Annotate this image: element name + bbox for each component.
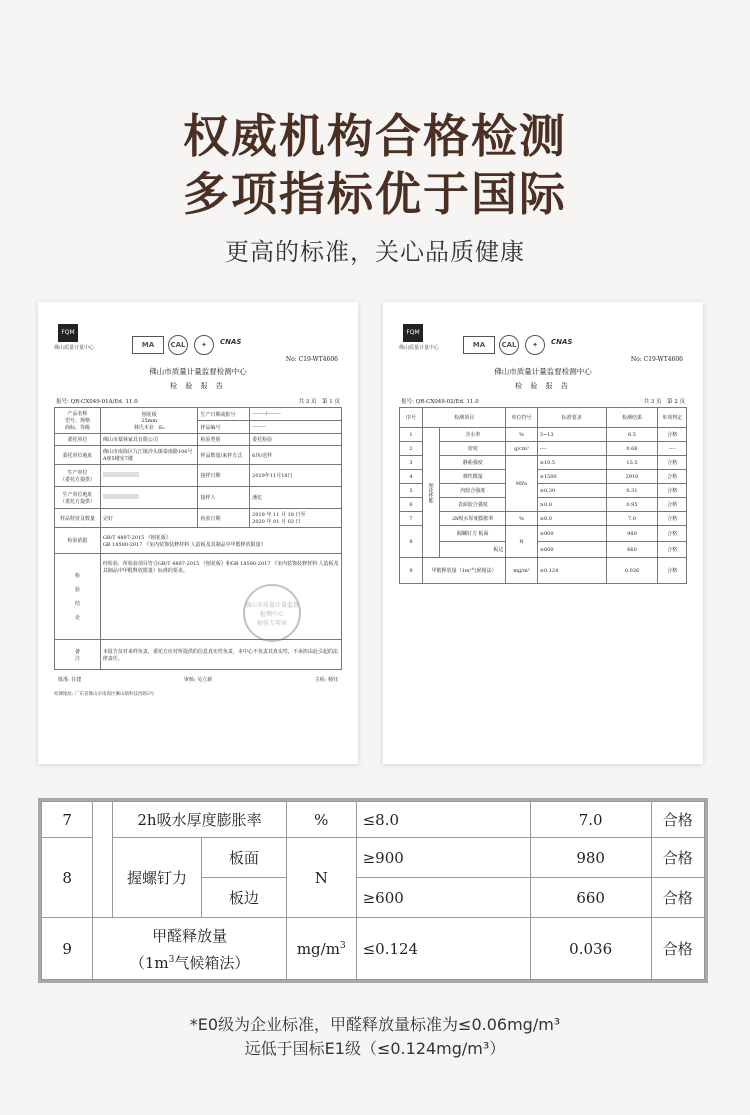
reviewer-signature: 审核: 吴立新: [183, 677, 213, 683]
row-number: 8: [42, 838, 93, 918]
cnas-mark: CNAS: [551, 338, 573, 346]
method-prefix: （1m: [129, 953, 169, 972]
table-cell: ≥10.5: [537, 456, 606, 470]
test-item: [93, 918, 287, 980]
test-item-line-2: [93, 952, 286, 973]
report-title: 检 验 报 告: [170, 382, 226, 390]
table-cell: 产品名称 型号、规格 商标、等级: [55, 408, 101, 434]
fqm-logo-caption: 佛山质量计量中心: [54, 345, 95, 351]
table-cell: 检 验 结 论: [55, 554, 101, 640]
table-cell: 内胶合强度: [440, 484, 506, 498]
footnote-line-1: *E0级为企业标准，甲醛释放量标准为≤0.06mg/m³: [189, 1015, 561, 1034]
cma-mark: MA: [132, 336, 164, 354]
row-number: 7: [42, 802, 93, 838]
report-title: 检 验 报 告: [515, 382, 571, 390]
table-cell: 板边: [440, 542, 506, 558]
table-cell: 本报告仅对来样负责，委托方应对所提供的信息真实性负责，本中心不负责其真实性，不承担由此引起的法律责任。: [100, 640, 341, 670]
cal-mark: CAL: [499, 335, 519, 355]
requirement: ≤0.124: [356, 918, 530, 980]
ilac-mark: ✦: [194, 335, 214, 355]
unit: N: [286, 838, 356, 918]
table-cell: 样品数量/来样方式: [198, 446, 250, 465]
table-cell: ≤0.124: [537, 558, 606, 584]
table-cell: 合格: [658, 428, 687, 442]
table-cell: 7.0: [606, 512, 658, 526]
sub-item: 板面: [201, 838, 286, 878]
approver-signature: 批准: 任建: [58, 677, 82, 683]
table-cell: 接样日期: [198, 465, 250, 487]
page-indicator: 共 3 页 第 1 页: [298, 399, 340, 405]
report-number: 报号: QR-CX049-01A/Ed. 11.0: [56, 399, 138, 405]
table-header: 检测项目: [422, 408, 505, 428]
judgement: 合格: [651, 918, 704, 980]
sub-item: 板边: [201, 878, 286, 918]
table-cell: 2019 年 11 月 18 日至 2020 年 01 月 02 日: [250, 509, 342, 528]
table-cell: 佛山市慕林家具有限公司: [100, 434, 198, 446]
table-cell: 0.036: [606, 558, 658, 584]
table-cell: 合格: [658, 498, 687, 512]
table-header: 单项判定: [658, 408, 687, 428]
table-cell: 委托单位: [55, 434, 101, 446]
inspection-seal-stamp: 佛山市质量计量监督检测中心 检验专用章: [243, 584, 301, 642]
table-cell: 密度: [440, 442, 506, 456]
table-cell: 检验类别: [198, 434, 250, 446]
report-address: 检测地址: 广东省佛山市南海区狮山镇科技西路2号: [54, 692, 155, 697]
fqm-logo-caption: 佛山质量计量中心: [399, 345, 440, 351]
table-cell: [100, 465, 198, 487]
table-cell: ----: [658, 442, 687, 456]
headline-line-1: 权威机构合格检测: [183, 109, 567, 163]
table-cell: 检验依据: [55, 528, 101, 554]
fqm-logo: FQM: [403, 324, 423, 342]
result: 980: [530, 838, 651, 878]
judgement: 合格: [651, 878, 704, 918]
table-cell: 样品特征及数量: [55, 509, 101, 528]
requirement: ≥600: [356, 878, 530, 918]
table-cell: 静曲强度: [440, 456, 506, 470]
spacer-cell: [93, 802, 113, 918]
requirement: ≥900: [356, 838, 530, 878]
redacted-block: [103, 494, 139, 499]
table-cell: 甲醛释放量（1m³气候箱法）: [422, 558, 505, 584]
table-cell: 生产单位 （委托方提供）: [55, 465, 101, 487]
table-cell: 含水率: [440, 428, 506, 442]
fqm-logo: FQM: [58, 324, 78, 342]
table-cell: 0.95: [606, 498, 658, 512]
table-cell: 检验日期: [198, 509, 250, 528]
cert-number: No: C19-WT4606: [630, 356, 683, 363]
table-cell: ≤8.0: [537, 512, 606, 526]
table-cell: 委托单位地址: [55, 446, 101, 465]
zoomed-results-table: [38, 798, 708, 983]
table-cell: 3~13: [537, 428, 606, 442]
footnote-line-2: 远低于国标E1级（≤0.124mg/m³）: [244, 1039, 506, 1058]
table-cell: 接样人: [198, 487, 250, 509]
test-item: 2h吸水厚度膨胀率: [113, 802, 287, 838]
table-header: 单位符号: [506, 408, 538, 428]
test-report-page-1: [38, 302, 358, 764]
table-cell: %: [506, 428, 538, 442]
table-cell: 7: [400, 512, 423, 526]
unit: [286, 918, 356, 980]
table-cell: --------/--------: [250, 408, 342, 421]
table-cell: MPa: [506, 456, 538, 512]
table-cell: 完好: [100, 509, 198, 528]
table-cell: %: [506, 512, 538, 526]
table-cell: 13.5: [606, 456, 658, 470]
table-cell: 备 注: [55, 640, 101, 670]
table-cell: N: [506, 526, 538, 558]
report-info-table: [54, 407, 342, 670]
table-cell: ≥1500: [537, 470, 606, 484]
table-cell: 握螺钉力 板面: [440, 526, 506, 542]
table-cell: 合格: [658, 542, 687, 558]
table-cell: --------: [250, 421, 342, 434]
subtitle: 更高的标准，关心品质健康: [225, 238, 525, 266]
table-cell: GB/T 4897-2015 《刨花板》 GB 18580-2017 《室内装饰装修材料 人造板及其制品中甲醛释放限量》: [100, 528, 341, 554]
method-suffix: 气候箱法）: [174, 953, 250, 972]
table-cell: 5: [400, 484, 423, 498]
redacted-block: [103, 472, 139, 477]
row-number: 9: [42, 918, 93, 980]
unit-sup: 3: [339, 940, 346, 951]
test-item: 握螺钉力: [113, 838, 202, 918]
cnas-mark: CNAS: [220, 338, 242, 346]
table-cell: 2: [400, 442, 423, 456]
ilac-mark: ✦: [525, 335, 545, 355]
table-cell: 2h吸水厚度膨胀率: [440, 512, 506, 526]
table-cell: g/cm³: [506, 442, 538, 456]
page-indicator: 共 3 页 第 2 页: [643, 399, 685, 405]
table-cell: ≥900: [537, 526, 606, 542]
table-cell: 8: [400, 526, 423, 558]
table-cell: 6.5: [606, 428, 658, 442]
table-cell: 表面胶合强度: [440, 498, 506, 512]
requirement: ≤8.0: [356, 802, 530, 838]
table-cell: 生产日期或批号: [198, 408, 250, 421]
test-results-table: [399, 407, 687, 584]
cal-mark: CAL: [168, 335, 188, 355]
table-cell: [100, 487, 198, 509]
table-cell: 合格: [658, 526, 687, 542]
cert-number: No: C19-WT4606: [285, 356, 338, 363]
table-cell: 合格: [658, 512, 687, 526]
cma-mark: MA: [463, 336, 495, 354]
table-cell: 佛山市南海区九江镇沙头镇泰南路106号A座5楼室7楼: [100, 446, 198, 465]
table-cell: 生产单位地址 （委托方提供）: [55, 487, 101, 509]
result: 0.036: [530, 918, 651, 980]
result: 7.0: [530, 802, 651, 838]
center-name: 佛山市质量计量监督检测中心: [494, 367, 592, 376]
table-cell: 6: [400, 498, 423, 512]
table-cell: 合格: [658, 470, 687, 484]
table-header: 标准要求: [537, 408, 606, 428]
table-cell: 4: [400, 470, 423, 484]
test-report-page-2: [383, 302, 703, 764]
table-cell: 980: [606, 526, 658, 542]
unit: %: [286, 802, 356, 838]
table-cell: [100, 554, 341, 640]
table-cell: 9: [400, 558, 423, 584]
table-cell: 2910: [606, 470, 658, 484]
report-number: 报号: QR-CX049-02/Ed. 11.0: [401, 399, 479, 405]
table-cell: 合格: [658, 456, 687, 470]
table-cell: 弹性模量: [440, 470, 506, 484]
table-cell: 0.31: [606, 484, 658, 498]
table-header: 序号: [400, 408, 423, 428]
table-cell: 刨花板 25mm 林氏木业 E₀: [100, 408, 198, 434]
table-cell: 1: [400, 428, 423, 442]
headline-line-2: 多项指标优于国际: [183, 167, 567, 221]
table-cell: 0.66: [606, 442, 658, 456]
table-cell: 660: [606, 542, 658, 558]
table-cell: ≥0.30: [537, 484, 606, 498]
table-cell: 2019年11月18日: [250, 465, 342, 487]
table-cell: 潘忆: [250, 487, 342, 509]
table-cell: 委托检验: [250, 434, 342, 446]
table-cell: ----: [537, 442, 606, 456]
table-cell: 6块/送样: [250, 446, 342, 465]
table-cell: ≥600: [537, 542, 606, 558]
unit-base: mg/m: [296, 939, 340, 958]
judgement: 合格: [651, 838, 704, 878]
conclusion-text: 经检验，所检验项目符合GB/T 4897-2015 《刨花板》和GB 18580-2017 《室内装饰装修材料 人造板及其制品中甲醛释放限量》标准的要求。: [102, 561, 339, 574]
table-cell: ≥0.8: [537, 498, 606, 512]
test-item-line-1: 甲醛释放量: [152, 926, 228, 945]
center-name: 佛山市质量计量监督检测中心: [149, 367, 247, 376]
tester-signature: 主检: 杨钰: [314, 677, 338, 683]
judgement: 合格: [651, 802, 704, 838]
result: 660: [530, 878, 651, 918]
table-cell: 理化性能: [422, 428, 439, 558]
method-sup: 3: [168, 954, 175, 965]
table-header: 检测结果: [606, 408, 658, 428]
table-cell: 样品编号: [198, 421, 250, 434]
table-cell: 合格: [658, 558, 687, 584]
table-cell: 3: [400, 456, 423, 470]
table-cell: mg/m³: [506, 558, 538, 584]
table-cell: 合格: [658, 484, 687, 498]
